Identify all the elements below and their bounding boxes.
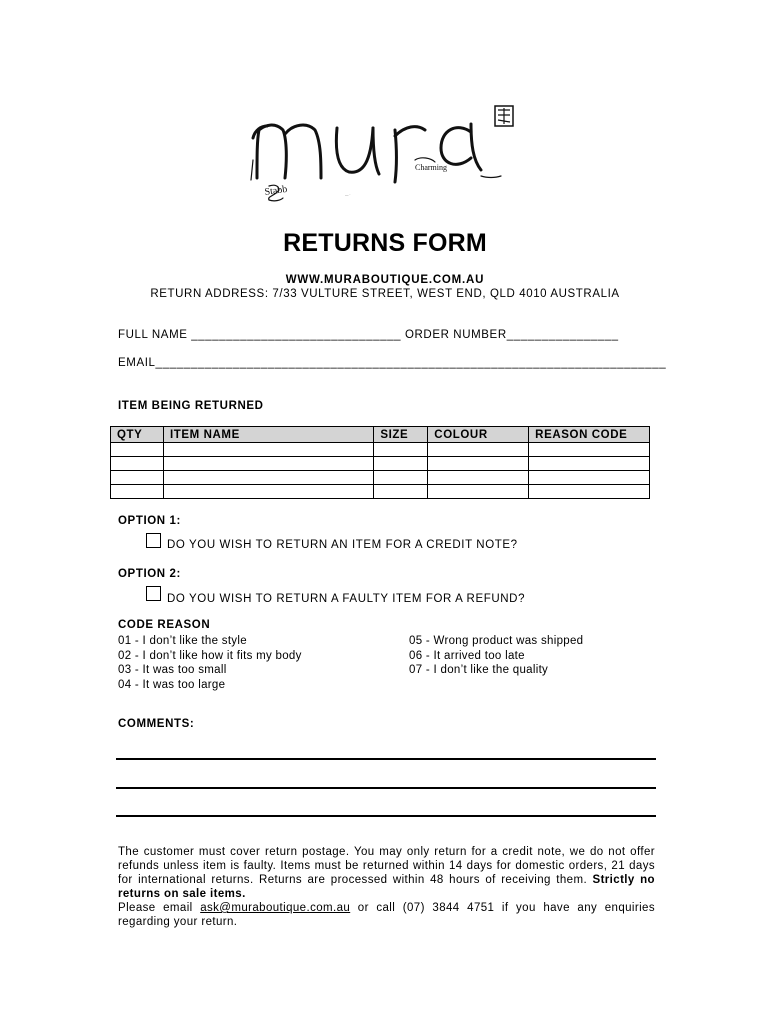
- comments-label: COMMENTS:: [118, 718, 195, 730]
- col-item-name: ITEM NAME: [163, 427, 373, 443]
- option1-text: DO YOU WISH TO RETURN AN ITEM FOR A CREDIT NOTE?: [167, 539, 518, 551]
- contact-suffix: or call (07) 3844 4751 if you have any enquiries regarding your return.: [118, 902, 656, 928]
- logo-signature: Stabb: [263, 183, 288, 198]
- page-title: RETURNS FORM: [283, 229, 487, 257]
- col-qty: QTY: [111, 427, 164, 443]
- list-item: 03 - It was too small: [118, 664, 227, 676]
- code-reason-left: [118, 634, 302, 692]
- items-table: [110, 426, 650, 499]
- table-row[interactable]: [111, 485, 650, 499]
- table-header-row: [111, 427, 650, 443]
- mura-logo: [245, 100, 530, 210]
- comments-line-3[interactable]: [116, 815, 656, 817]
- code-reason-heading: CODE REASON: [118, 619, 211, 631]
- list-item: 04 - It was too large: [118, 678, 226, 691]
- email-link[interactable]: ask@muraboutique.com.au: [200, 902, 351, 914]
- col-reason-code: REASON CODE: [529, 427, 650, 443]
- option1-label: OPTION 1:: [118, 515, 181, 527]
- items-heading: ITEM BEING RETURNED: [118, 400, 264, 412]
- col-size: SIZE: [374, 427, 428, 443]
- table-row[interactable]: [111, 457, 650, 471]
- contact-prefix: Please email: [118, 902, 201, 914]
- terms-paragraph: The customer must cover return postage. You may only return for a credit note, we do not offer refunds unless item is faulty. Items must be returned within 14 days for domestic orders, 21 days for international returns. Returns are processed within 48 hours of receiving them.: [118, 846, 655, 886]
- list-item: 01 - I don’t like the style: [118, 635, 247, 647]
- svg-text:— ·: — ·: [345, 193, 351, 197]
- table-row[interactable]: [111, 443, 650, 457]
- option2-label: OPTION 2:: [118, 568, 181, 580]
- logo-small-text: Charming: [415, 163, 447, 172]
- col-colour: COLOUR: [428, 427, 529, 443]
- comments-line-2[interactable]: [116, 787, 656, 789]
- option2-checkbox[interactable]: [146, 586, 161, 606]
- email-field-line[interactable]: EMAIL_________________________________________________________________________: [118, 357, 667, 369]
- footer-terms: [118, 845, 655, 929]
- option1-checkbox[interactable]: [146, 533, 161, 553]
- table-row[interactable]: [111, 471, 650, 485]
- return-address: RETURN ADDRESS: 7/33 VULTURE STREET, WEST END, QLD 4010 AUSTRALIA: [150, 288, 620, 300]
- comments-line-1[interactable]: [116, 758, 656, 760]
- website-url: WWW.MURABOUTIQUE.COM.AU: [285, 274, 485, 286]
- list-item: 07 - I don’t like the quality: [409, 664, 549, 676]
- name-order-field-line[interactable]: FULL NAME ______________________________ ORDER NUMBER________________: [118, 329, 619, 341]
- list-item: 05 - Wrong product was shipped: [409, 635, 584, 647]
- code-reason-right: [409, 634, 583, 678]
- list-item: 06 - It arrived too late: [409, 649, 525, 662]
- option2-text: DO YOU WISH TO RETURN A FAULTY ITEM FOR A REFUND?: [167, 593, 526, 605]
- list-item: 02 - I don’t like how it fits my body: [118, 649, 302, 662]
- sale-items-notice: Strictly no returns on sale items.: [118, 874, 655, 900]
